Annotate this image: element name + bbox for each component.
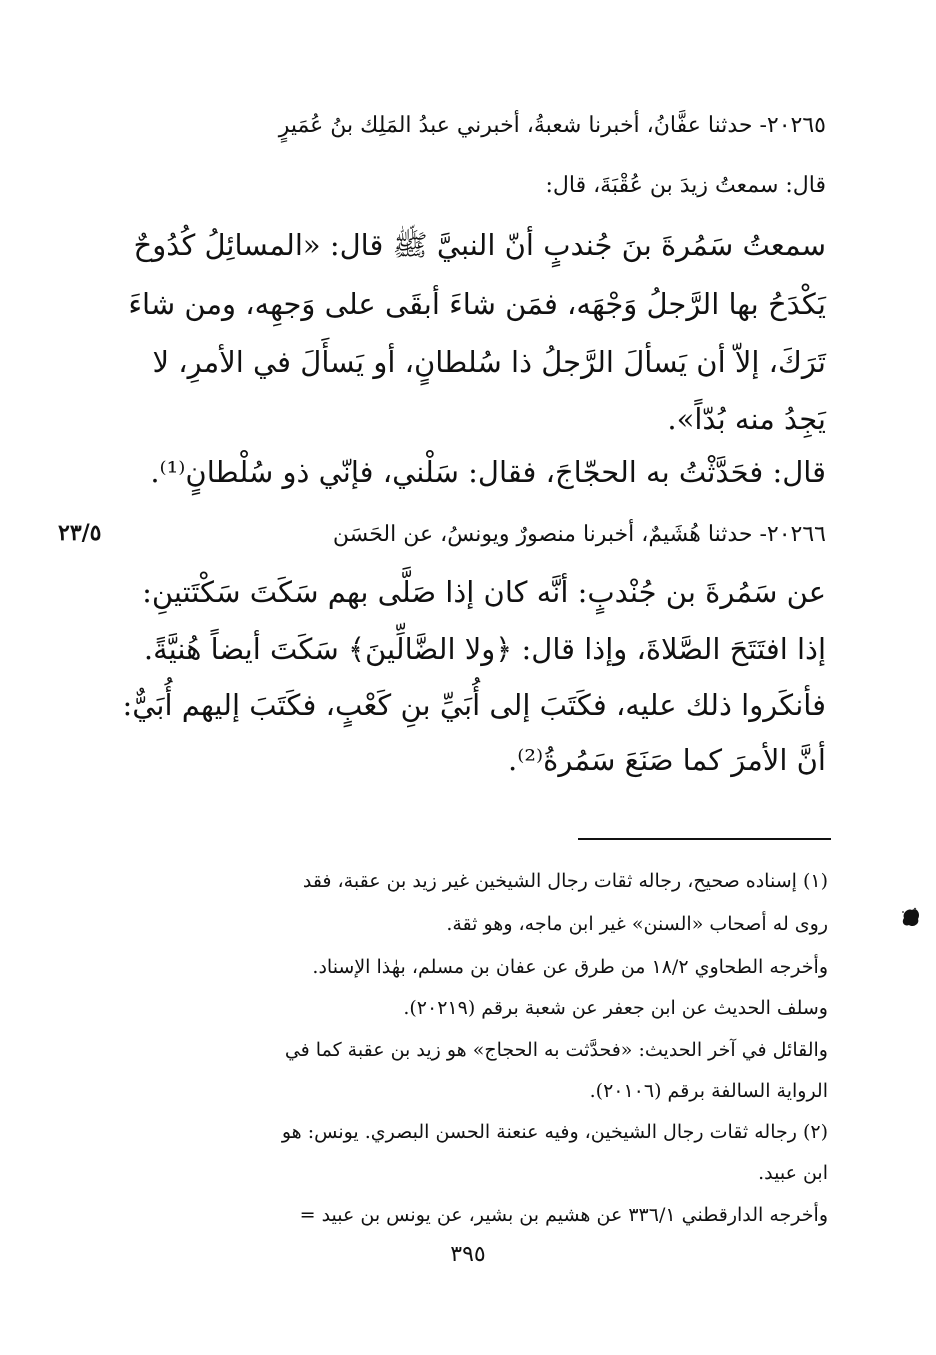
- hadith-text-line: فأنكَروا ذلك عليه، فكَتَبَ إلى أُبَيِّ بنِ كَعْبٍ، فكَتَبَ إليهم أُبَيٌّ:: [122, 688, 826, 722]
- hadith-text-line: إذا افتَتَحَ الصَّلاةَ، وإذا قال: ﴿ولا الضَّالِّينَ﴾ سَكَتَ أيضاً هُنيَّةً.: [143, 632, 826, 666]
- footnote-line: روى له أصحاب «السنن» غير ابن ماجه، وهو ثقة.: [446, 913, 828, 935]
- hadith-text-line: عن سَمُرةَ بن جُنْدبٍ: أنَّه كان إذا صَلَّى بهم سَكَتَ سَكْتَتينِ:: [142, 575, 826, 609]
- footnote-line: الرواية السالفة برقم (٢٠١٠٦).: [589, 1080, 828, 1102]
- hadith-heading-line: ٢٠٢٦٦- حدثنا هُشَيمٌ، أخبرنا منصورٌ ويونسُ، عن الحَسَن: [332, 522, 826, 547]
- footnote-line: (٢) رجاله ثقات رجال الشيخين، وفيه عنعنة الحسن البصري. يونس: هو: [281, 1121, 828, 1143]
- hadith-text-line: سمعتُ سَمُرةَ بنَ جُندبٍ أنّ النبيَّ ﷺ قال: «المسائِلُ كُدُوحٌ: [133, 228, 826, 262]
- footnote-line: (١) إسناده صحيح، رجاله ثقات رجال الشيخين غير زيد بن عقبة، فقد: [302, 870, 828, 892]
- hadith-text-line: أنَّ الأمرَ كما صَنَعَ سَمُرةُ⁽²⁾.: [508, 743, 826, 777]
- hadith-text-line: يَجِدُ منه بُدّاً».: [667, 402, 826, 436]
- footnote-line: ابن عبيد.: [758, 1162, 828, 1184]
- footnote-line: وأخرجه الدارقطني ٣٣٦/١ عن هشيم بن بشير، عن يونس بن عبيد =: [299, 1204, 828, 1226]
- page-number: ٣٩٥: [450, 1242, 486, 1267]
- footnote-line: والقائل في آخر الحديث: «فحدَّثت به الحجاج» هو زيد بن عقبة كما في: [284, 1039, 828, 1061]
- hadith-text-line: يَكْدَحُ بها الرَّجلُ وَجْهَه، فمَن شاءَ أبقَى على وَجهِه، ومن شاءَ: [128, 287, 826, 321]
- margin-volume-reference: ٢٣/٥: [58, 520, 102, 546]
- hadith-heading-line: قال: سمعتُ زيدَ بن عُقْبَةَ، قال:: [545, 173, 826, 198]
- ink-blot-mark: [900, 904, 922, 930]
- hadith-heading-line: ٢٠٢٦٥- حدثنا عفَّانُ، أخبرنا شعبةُ، أخبرني عبدُ المَلِك بنُ عُمَيرٍ: [278, 113, 826, 138]
- footnote-line: وأخرجه الطحاوي ١٨/٢ من طرق عن عفان بن مسلم، بهٰذا الإسناد.: [312, 956, 828, 978]
- footnote-separator: [578, 838, 831, 840]
- hadith-text-line: قال: فحَدَّثْتُ به الحجّاجَ، فقال: سَلْني، فإنّي ذو سُلْطانٍ⁽¹⁾.: [150, 455, 826, 489]
- hadith-text-line: تَرَكَ، إلاّ أن يَسألَ الرَّجلُ ذا سُلطانٍ، أو يَسأَلَ في الأمرِ، لا: [152, 345, 826, 379]
- footnote-line: وسلف الحديث عن ابن جعفر عن شعبة برقم (٢٠٢١٩).: [403, 997, 828, 1019]
